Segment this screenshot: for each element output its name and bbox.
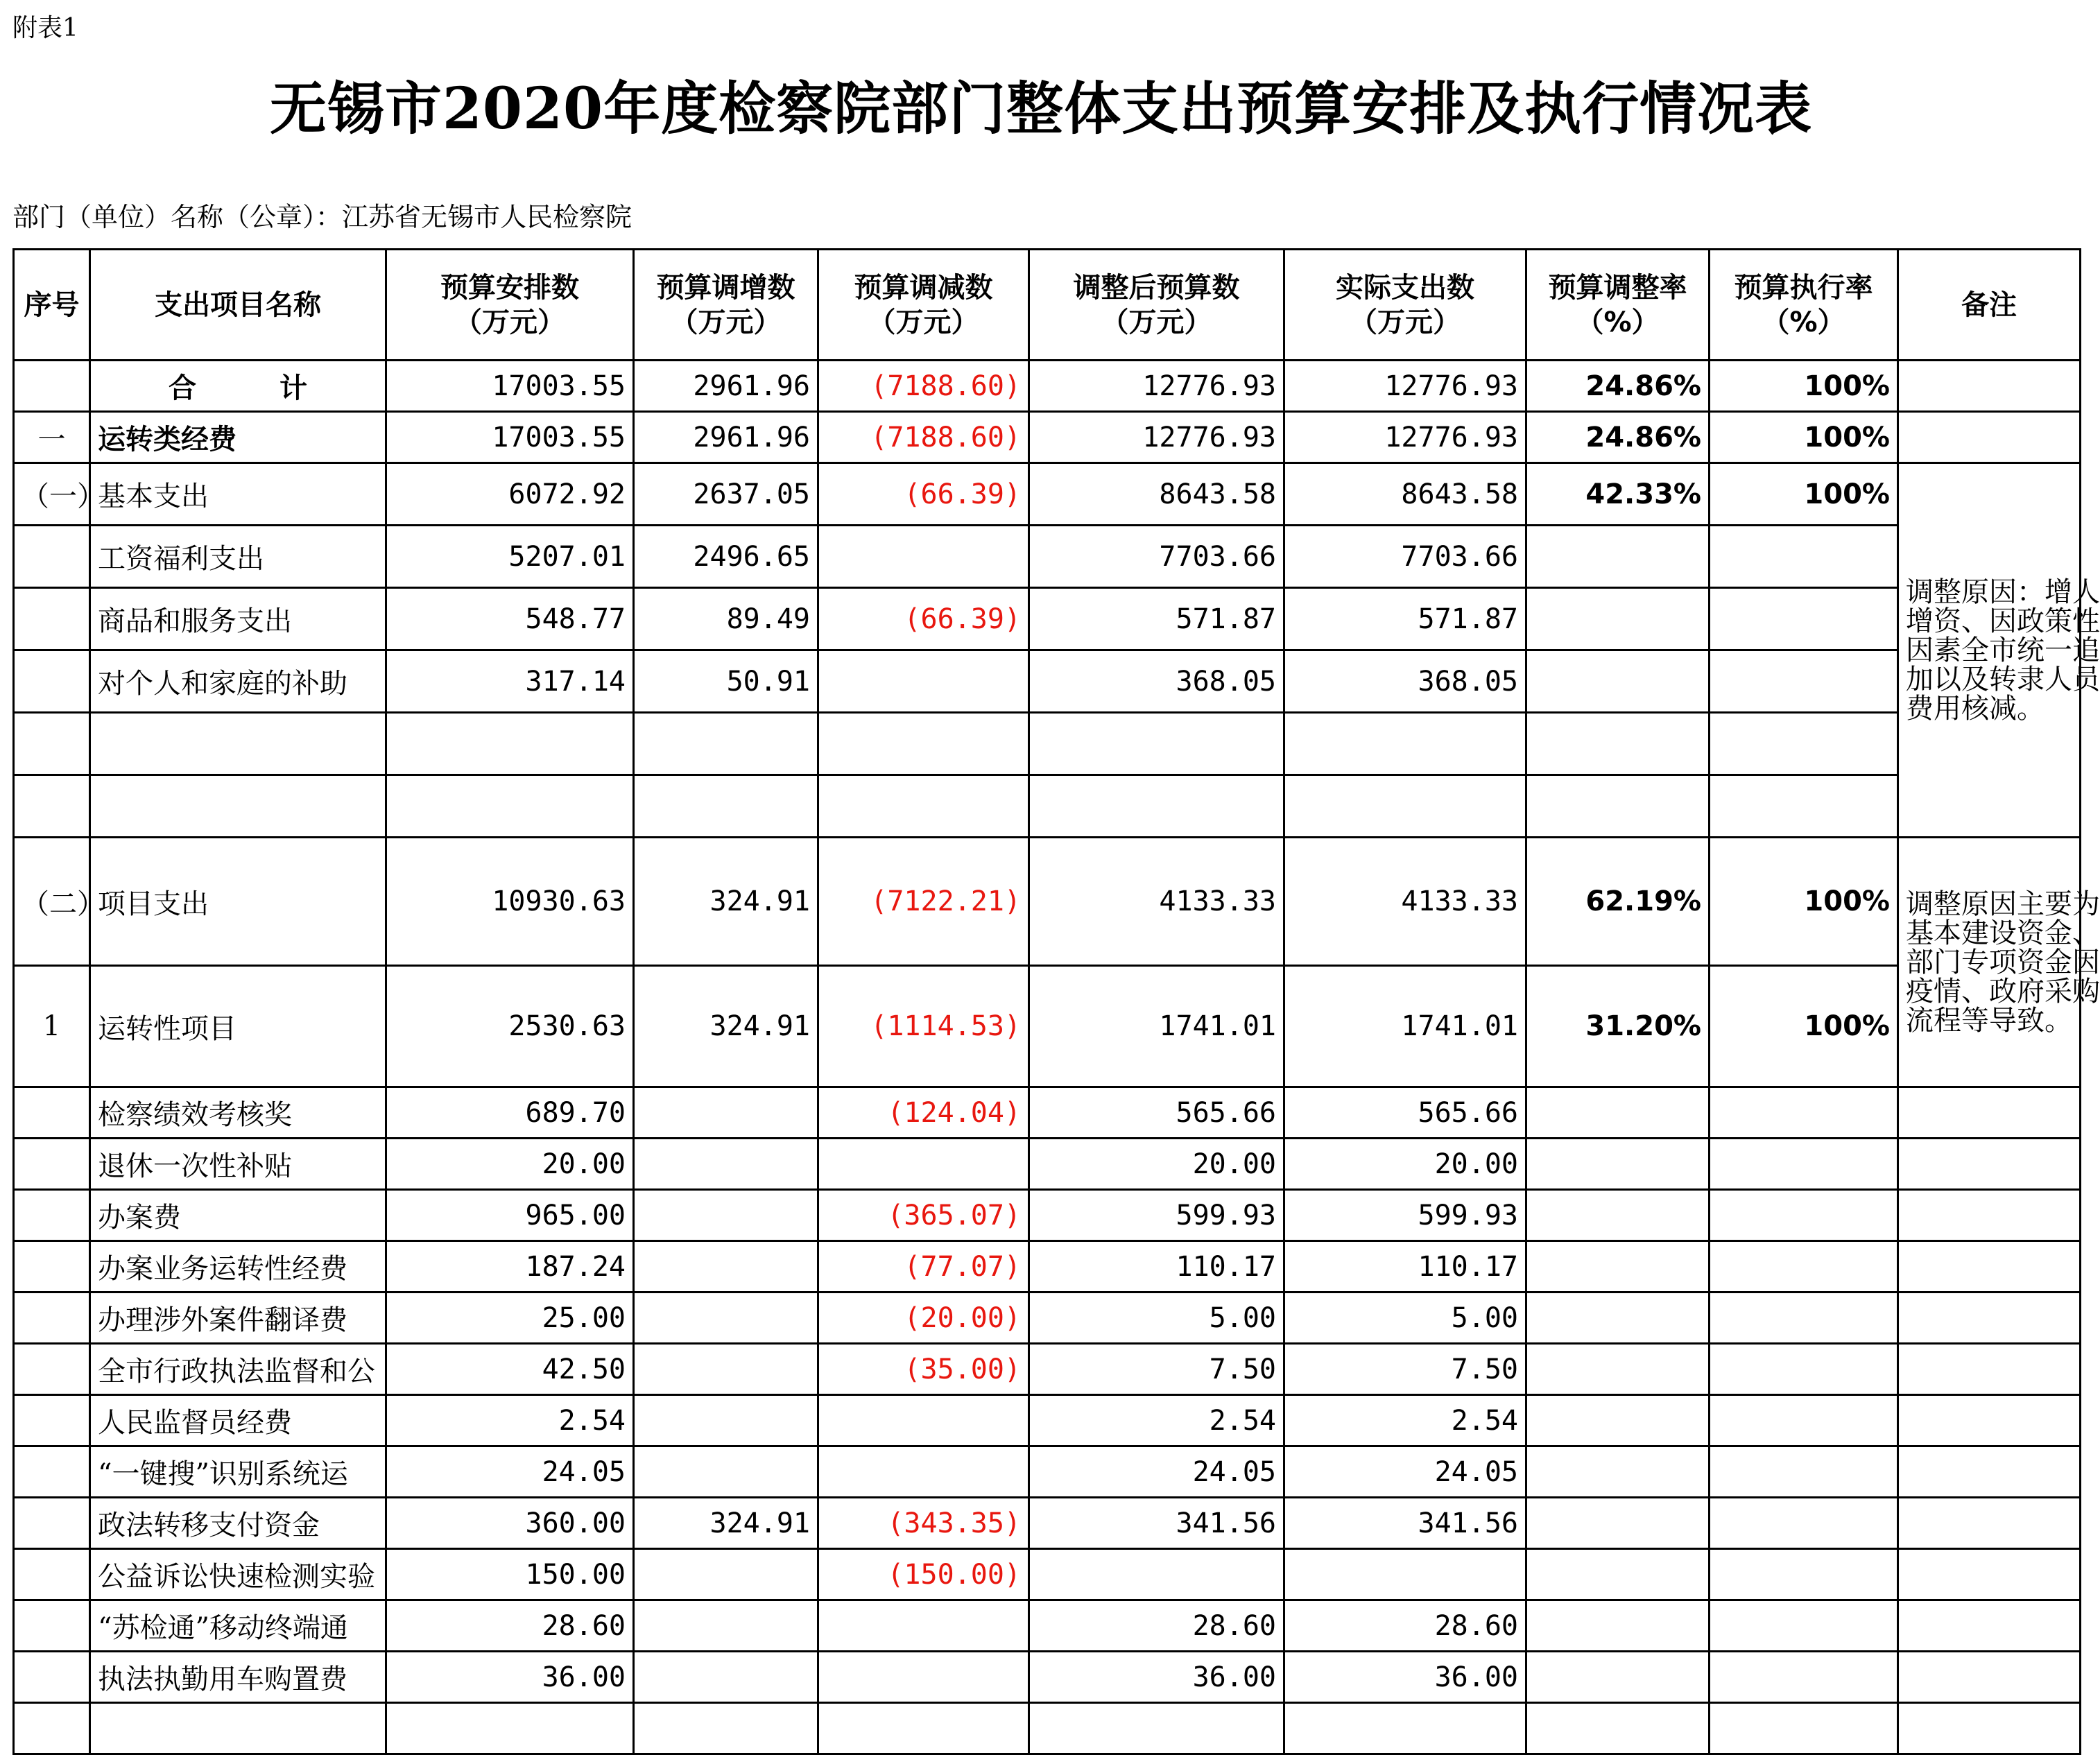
cell-adjusted (1029, 1549, 1284, 1600)
cell-adjust-rate (1526, 1549, 1710, 1600)
cell-adjust-rate (1526, 1293, 1710, 1344)
cell-adjusted: 5.00 (1029, 1293, 1284, 1344)
row-seq (14, 361, 90, 412)
row-remark (1898, 1190, 2081, 1241)
table-row (14, 1703, 2081, 1754)
cell-actual: 599.93 (1284, 1190, 1526, 1241)
cell-adjusted: 565.66 (1029, 1087, 1284, 1139)
cell-decrease: (1114.53) (818, 966, 1029, 1087)
page-title: 无锡市2020年度检察院部门整体支出预算安排及执行情况表 (269, 76, 1813, 142)
remark-project-expense: 调整原因主要为 基本建设资金、 部门专项资金因 疫情、政府采购 流程等导致。 (1898, 838, 2081, 1087)
row-seq (14, 775, 90, 838)
cell-exec-rate (1710, 1652, 1898, 1703)
cell-budget: 5207.01 (386, 526, 634, 588)
cell-adjust-rate (1526, 775, 1710, 838)
cell-budget: 25.00 (386, 1293, 634, 1344)
row-name: 办案费 (90, 1190, 386, 1241)
row-remark (1898, 1241, 2081, 1293)
cell-adjust-rate (1526, 1139, 1710, 1190)
cell-increase (634, 1600, 818, 1652)
cell-budget: 28.60 (386, 1600, 634, 1652)
cell-adjust-rate (1526, 1600, 1710, 1652)
cell-adjusted: 7.50 (1029, 1344, 1284, 1395)
cell-budget: 548.77 (386, 588, 634, 650)
cell-adjust-rate: 42.33% (1526, 463, 1710, 526)
cell-adjusted (1029, 775, 1284, 838)
cell-adjusted (1029, 1703, 1284, 1754)
cell-decrease (818, 775, 1029, 838)
row-seq (14, 1446, 90, 1498)
table-row (14, 1087, 2081, 1139)
cell-increase (634, 1293, 818, 1344)
row-name: 执法执勤用车购置费 (90, 1652, 386, 1703)
cell-actual: 12776.93 (1284, 412, 1526, 463)
cell-adjusted: 368.05 (1029, 650, 1284, 713)
cell-adjust-rate (1526, 526, 1710, 588)
row-seq (14, 1087, 90, 1139)
cell-increase: 50.91 (634, 650, 818, 713)
cell-budget (386, 775, 634, 838)
cell-exec-rate (1710, 1087, 1898, 1139)
cell-adjusted: 571.87 (1029, 588, 1284, 650)
table-row (14, 526, 2081, 588)
cell-budget: 187.24 (386, 1241, 634, 1293)
cell-actual: 2.54 (1284, 1395, 1526, 1446)
cell-actual: 565.66 (1284, 1087, 1526, 1139)
cell-actual (1284, 1703, 1526, 1754)
cell-exec-rate (1710, 1498, 1898, 1549)
cell-exec-rate (1710, 1190, 1898, 1241)
cell-exec-rate: 100% (1710, 412, 1898, 463)
cell-increase: 2637.05 (634, 463, 818, 526)
cell-decrease (818, 1446, 1029, 1498)
table-row (14, 966, 2081, 1087)
department-line: 部门（单位）名称（公章）：江苏省无锡市人民检察院 (12, 202, 632, 232)
cell-actual (1284, 775, 1526, 838)
cell-adjusted: 110.17 (1029, 1241, 1284, 1293)
cell-exec-rate: 100% (1710, 463, 1898, 526)
cell-actual (1284, 713, 1526, 775)
table-row (14, 463, 2081, 526)
row-seq (14, 650, 90, 713)
cell-adjust-rate (1526, 1241, 1710, 1293)
cell-exec-rate (1710, 1293, 1898, 1344)
cell-adjust-rate (1526, 1446, 1710, 1498)
cell-adjust-rate (1526, 650, 1710, 713)
row-name (90, 775, 386, 838)
cell-adjust-rate: 62.19% (1526, 838, 1710, 966)
cell-increase: 324.91 (634, 1498, 818, 1549)
cell-adjust-rate: 31.20% (1526, 966, 1710, 1087)
cell-budget: 10930.63 (386, 838, 634, 966)
row-remark (1898, 1344, 2081, 1395)
cell-adjust-rate: 24.86% (1526, 361, 1710, 412)
cell-decrease: (365.07) (818, 1190, 1029, 1241)
table-row (14, 713, 2081, 775)
cell-actual: 28.60 (1284, 1600, 1526, 1652)
row-name: 政法转移支付资金 (90, 1498, 386, 1549)
cell-decrease: (343.35) (818, 1498, 1029, 1549)
table-row (14, 838, 2081, 966)
cell-adjusted: 12776.93 (1029, 361, 1284, 412)
row-seq (14, 1190, 90, 1241)
cell-adjusted: 4133.33 (1029, 838, 1284, 966)
row-seq (14, 1652, 90, 1703)
cell-increase: 324.91 (634, 966, 818, 1087)
cell-exec-rate: 100% (1710, 361, 1898, 412)
cell-decrease (818, 1600, 1029, 1652)
cell-decrease: (66.39) (818, 588, 1029, 650)
cell-decrease (818, 1395, 1029, 1446)
cell-decrease: (150.00) (818, 1549, 1029, 1600)
cell-actual: 1741.01 (1284, 966, 1526, 1087)
cell-adjust-rate (1526, 1087, 1710, 1139)
table-row (14, 412, 2081, 463)
row-seq (14, 1241, 90, 1293)
header-adjust-rate: 预算调整率 （%） (1526, 250, 1710, 361)
cell-exec-rate (1710, 1446, 1898, 1498)
cell-budget: 17003.55 (386, 361, 634, 412)
row-remark (1898, 1139, 2081, 1190)
row-seq: 一 (14, 412, 90, 463)
table-row (14, 1549, 2081, 1600)
cell-adjust-rate (1526, 713, 1710, 775)
cell-increase (634, 1087, 818, 1139)
row-remark (1898, 1703, 2081, 1754)
row-name: 全市行政执法监督和公 (90, 1344, 386, 1395)
cell-adjust-rate (1526, 1652, 1710, 1703)
cell-budget (386, 1703, 634, 1754)
table-row (14, 775, 2081, 838)
table-row (14, 588, 2081, 650)
row-seq: （一） (14, 463, 90, 526)
cell-increase (634, 1395, 818, 1446)
cell-actual: 36.00 (1284, 1652, 1526, 1703)
cell-actual: 368.05 (1284, 650, 1526, 713)
cell-increase: 2496.65 (634, 526, 818, 588)
row-name: 退休一次性补贴 (90, 1139, 386, 1190)
cell-actual: 20.00 (1284, 1139, 1526, 1190)
cell-adjusted: 24.05 (1029, 1446, 1284, 1498)
cell-budget: 360.00 (386, 1498, 634, 1549)
cell-adjusted: 36.00 (1029, 1652, 1284, 1703)
row-remark (1898, 1293, 2081, 1344)
table-row (14, 1293, 2081, 1344)
cell-exec-rate (1710, 1344, 1898, 1395)
row-name: “苏检通”移动终端通 (90, 1600, 386, 1652)
cell-decrease: (77.07) (818, 1241, 1029, 1293)
row-name: 基本支出 (90, 463, 386, 526)
cell-adjusted: 8643.58 (1029, 463, 1284, 526)
cell-adjust-rate (1526, 1498, 1710, 1549)
cell-exec-rate (1710, 1549, 1898, 1600)
row-seq (14, 1549, 90, 1600)
table-row (14, 361, 2081, 412)
row-remark (1898, 1498, 2081, 1549)
row-name: 公益诉讼快速检测实验 (90, 1549, 386, 1600)
cell-exec-rate (1710, 713, 1898, 775)
cell-decrease: (7188.60) (818, 361, 1029, 412)
cell-actual: 5.00 (1284, 1293, 1526, 1344)
cell-adjusted: 28.60 (1029, 1600, 1284, 1652)
header-row (14, 250, 2081, 361)
table-row (14, 1446, 2081, 1498)
row-name: 人民监督员经费 (90, 1395, 386, 1446)
cell-increase (634, 1241, 818, 1293)
cell-actual: 24.05 (1284, 1446, 1526, 1498)
cell-decrease (818, 1703, 1029, 1754)
cell-budget (386, 713, 634, 775)
cell-exec-rate (1710, 526, 1898, 588)
table-row (14, 1395, 2081, 1446)
cell-decrease (818, 1139, 1029, 1190)
cell-exec-rate (1710, 1139, 1898, 1190)
row-name: 运转性项目 (90, 966, 386, 1087)
cell-increase (634, 713, 818, 775)
row-name: 合 计 (90, 361, 386, 412)
cell-actual: 7703.66 (1284, 526, 1526, 588)
cell-exec-rate (1710, 1395, 1898, 1446)
cell-budget: 36.00 (386, 1652, 634, 1703)
header-exec-rate: 预算执行率 （%） (1710, 250, 1898, 361)
row-seq: 1 (14, 966, 90, 1087)
cell-increase: 324.91 (634, 838, 818, 966)
row-remark (1898, 1087, 2081, 1139)
cell-adjust-rate: 24.86% (1526, 412, 1710, 463)
table-row (14, 1652, 2081, 1703)
cell-adjust-rate (1526, 588, 1710, 650)
table-row (14, 650, 2081, 713)
header-increase: 预算调增数 （万元） (634, 250, 818, 361)
cell-increase (634, 1703, 818, 1754)
table-row (14, 1190, 2081, 1241)
cell-increase (634, 1549, 818, 1600)
row-name (90, 1703, 386, 1754)
budget-table (12, 248, 2100, 1755)
cell-adjusted: 1741.01 (1029, 966, 1284, 1087)
row-seq (14, 1344, 90, 1395)
row-remark (1898, 1652, 2081, 1703)
remark-basic-expense: 调整原因：增人 增资、因政策性 因素全市统一追 加以及转隶人员 费用核减。 (1898, 463, 2081, 838)
row-seq (14, 588, 90, 650)
row-name: 运转类经费 (90, 412, 386, 463)
cell-budget: 2530.63 (386, 966, 634, 1087)
cell-budget: 42.50 (386, 1344, 634, 1395)
cell-adjust-rate (1526, 1703, 1710, 1754)
cell-budget: 317.14 (386, 650, 634, 713)
cell-exec-rate (1710, 1241, 1898, 1293)
cell-decrease (818, 713, 1029, 775)
cell-budget: 6072.92 (386, 463, 634, 526)
cell-increase: 2961.96 (634, 361, 818, 412)
appendix-label: 附表1 (12, 14, 78, 42)
cell-adjusted: 599.93 (1029, 1190, 1284, 1241)
row-name: “一键搜”识别系统运 (90, 1446, 386, 1498)
header-adjusted: 调整后预算数 （万元） (1029, 250, 1284, 361)
cell-increase: 89.49 (634, 588, 818, 650)
cell-adjust-rate (1526, 1395, 1710, 1446)
cell-actual: 8643.58 (1284, 463, 1526, 526)
header-actual: 实际支出数 （万元） (1284, 250, 1526, 361)
row-seq (14, 1395, 90, 1446)
cell-decrease: (20.00) (818, 1293, 1029, 1344)
row-name: 办理涉外案件翻译费 (90, 1293, 386, 1344)
table-row (14, 1344, 2081, 1395)
row-remark (1898, 412, 2081, 463)
cell-actual: 4133.33 (1284, 838, 1526, 966)
cell-budget: 24.05 (386, 1446, 634, 1498)
cell-decrease: (66.39) (818, 463, 1029, 526)
cell-budget: 20.00 (386, 1139, 634, 1190)
cell-exec-rate: 100% (1710, 966, 1898, 1087)
cell-adjusted (1029, 713, 1284, 775)
cell-actual: 571.87 (1284, 588, 1526, 650)
cell-increase (634, 1190, 818, 1241)
row-seq (14, 1139, 90, 1190)
header-decrease: 预算调减数 （万元） (818, 250, 1029, 361)
cell-adjust-rate (1526, 1344, 1710, 1395)
cell-actual: 341.56 (1284, 1498, 1526, 1549)
cell-actual (1284, 1549, 1526, 1600)
row-name (90, 713, 386, 775)
cell-budget: 965.00 (386, 1190, 634, 1241)
header-seq: 序号 (14, 250, 90, 361)
cell-adjusted: 2.54 (1029, 1395, 1284, 1446)
cell-decrease: (35.00) (818, 1344, 1029, 1395)
cell-budget: 2.54 (386, 1395, 634, 1446)
cell-increase (634, 775, 818, 838)
cell-adjust-rate (1526, 1190, 1710, 1241)
cell-decrease: (7188.60) (818, 412, 1029, 463)
table-row (14, 1139, 2081, 1190)
row-remark (1898, 361, 2081, 412)
row-remark (1898, 1600, 2081, 1652)
row-name: 工资福利支出 (90, 526, 386, 588)
row-seq (14, 1703, 90, 1754)
header-budget: 预算安排数 （万元） (386, 250, 634, 361)
cell-adjusted: 7703.66 (1029, 526, 1284, 588)
row-remark (1898, 1549, 2081, 1600)
cell-exec-rate: 100% (1710, 838, 1898, 966)
row-seq (14, 1600, 90, 1652)
cell-adjusted: 12776.93 (1029, 412, 1284, 463)
cell-exec-rate (1710, 1703, 1898, 1754)
cell-actual: 12776.93 (1284, 361, 1526, 412)
cell-decrease (818, 526, 1029, 588)
cell-adjusted: 341.56 (1029, 1498, 1284, 1549)
table-row (14, 1498, 2081, 1549)
row-seq (14, 713, 90, 775)
cell-increase (634, 1139, 818, 1190)
cell-actual: 7.50 (1284, 1344, 1526, 1395)
row-seq (14, 1293, 90, 1344)
header-remark: 备注 (1898, 250, 2081, 361)
cell-exec-rate (1710, 1600, 1898, 1652)
table-row (14, 1600, 2081, 1652)
cell-increase: 2961.96 (634, 412, 818, 463)
row-remark (1898, 1446, 2081, 1498)
cell-increase (634, 1344, 818, 1395)
header-name: 支出项目名称 (90, 250, 386, 361)
cell-budget: 150.00 (386, 1549, 634, 1600)
row-name: 商品和服务支出 (90, 588, 386, 650)
row-name: 项目支出 (90, 838, 386, 966)
row-seq (14, 1498, 90, 1549)
cell-budget: 17003.55 (386, 412, 634, 463)
cell-increase (634, 1652, 818, 1703)
cell-decrease (818, 650, 1029, 713)
cell-decrease: (7122.21) (818, 838, 1029, 966)
row-name: 对个人和家庭的补助 (90, 650, 386, 713)
cell-adjusted: 20.00 (1029, 1139, 1284, 1190)
cell-exec-rate (1710, 588, 1898, 650)
cell-decrease (818, 1652, 1029, 1703)
row-seq (14, 526, 90, 588)
cell-actual: 110.17 (1284, 1241, 1526, 1293)
row-name: 检察绩效考核奖 (90, 1087, 386, 1139)
cell-budget: 689.70 (386, 1087, 634, 1139)
cell-increase (634, 1446, 818, 1498)
table-row (14, 1241, 2081, 1293)
row-name: 办案业务运转性经费 (90, 1241, 386, 1293)
cell-exec-rate (1710, 775, 1898, 838)
row-remark (1898, 1395, 2081, 1446)
row-seq: （二） (14, 838, 90, 966)
cell-decrease: (124.04) (818, 1087, 1029, 1139)
cell-exec-rate (1710, 650, 1898, 713)
